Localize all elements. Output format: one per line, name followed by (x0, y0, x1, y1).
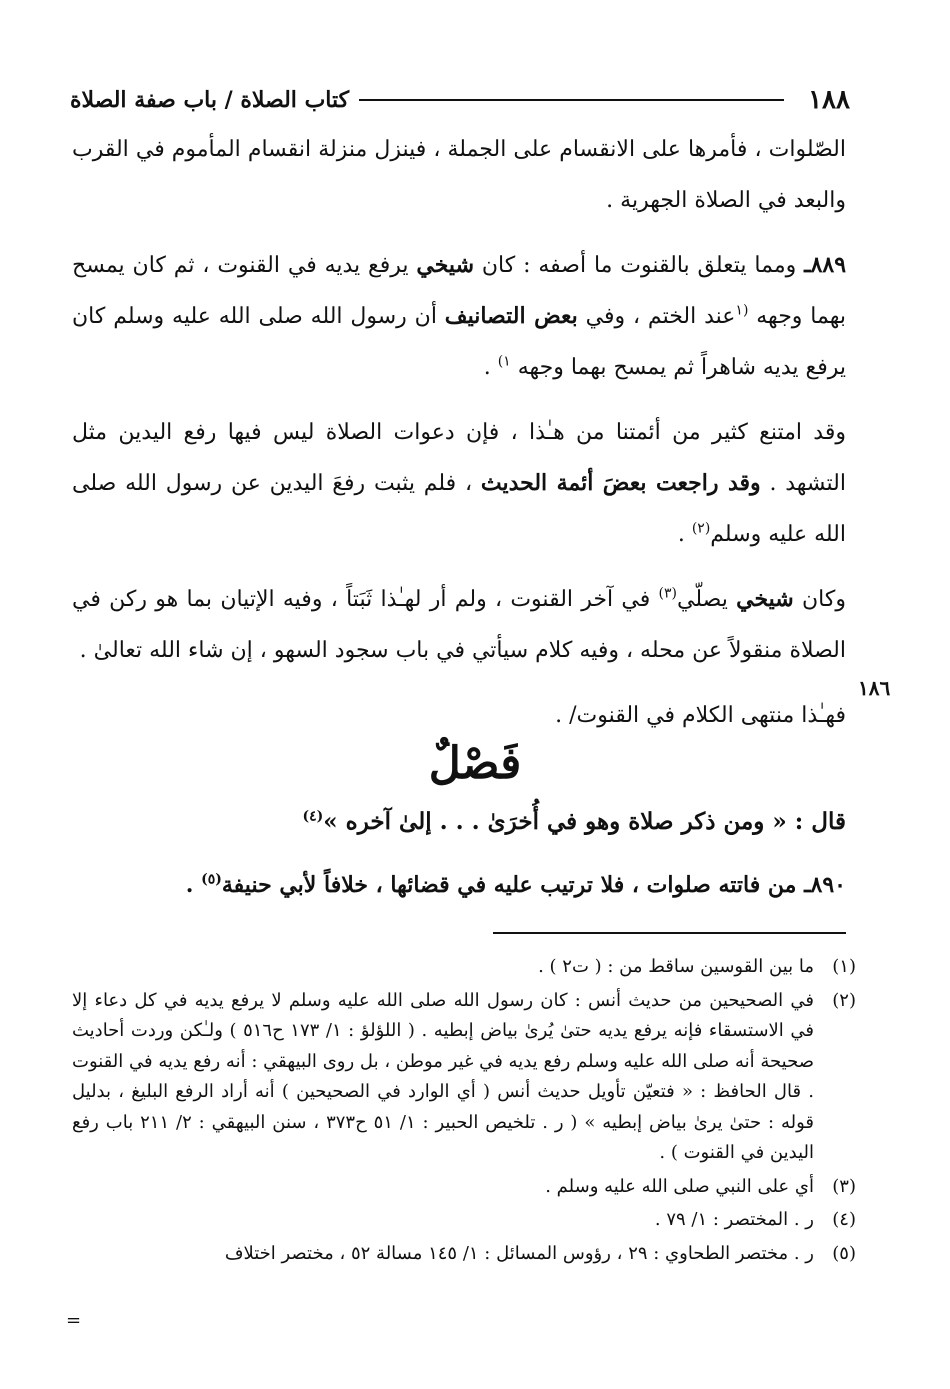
footnote-number: (٣) (832, 1175, 856, 1197)
footnotes (72, 952, 856, 1272)
paragraph-salat (72, 574, 846, 676)
paragraph-890 (72, 872, 846, 898)
footnote-ref: (٥) (201, 871, 222, 888)
quote-text: قال : « ومن ذكر صلاة وهو في أُخرَىٰ . . . إلىٰ آخره » (323, 808, 846, 835)
header-rule (359, 99, 784, 101)
footnote-ref: (٢) (691, 520, 711, 537)
text-run: وكان (793, 587, 846, 612)
text-run: ومما يتعلق بالقنوت ما أصفه : كان (474, 253, 805, 278)
footnote-number: (٥) (832, 1242, 856, 1264)
margin-page-number: ١٨٦ (858, 676, 891, 700)
paragraph-continuation: الصّلوات ، فأمرها على الانقسام على الجملة ، فينزل منزلة انقسام المأموم في القرب والبعد في الصلاة الجهرية . (72, 137, 846, 213)
footnote-text: أي على النبي صلى الله عليه وسلم . (545, 1175, 814, 1197)
running-title: كتاب الصلاة / باب صفة الصلاة (70, 87, 350, 113)
paragraph-889 (72, 240, 846, 393)
text-run: في آخر القنوت ، ولم أر لهـٰذا ثَبَتاً ، وفيه الإتيان بما هو ركن في الصلاة منقولاً عن محله ، وفيه كلام سيأتي في باب سجود السهو ، إن شاء الله تعالىٰ . (72, 587, 846, 663)
footnote-ref: ١) (497, 353, 511, 370)
footnote-text: ما بين القوسين ساقط من : ( ت٢ ) . (538, 956, 814, 977)
footnote (72, 1239, 856, 1270)
text-run: ، فلم يثبت رفعَ اليدين عن رسول الله صلى الله عليه وسلم (72, 471, 846, 547)
paragraph-number: ٨٨٩ـ (804, 252, 847, 278)
footnote-text: في الصحيحين من حديث أنس : كان رسول الله صلى الله عليه وسلم لا يرفع يديه في كل دعاء إلا في الاستسقاء فإنه يرفع يديه حتىٰ يُرىٰ بياض إبطيه . ( اللؤلؤ : ١/ ١٧٣ ح٥١٦ ) ولـٰكن وردت أحاديث صحيحة أنه صلى الله عليه وسلم رفع يديه في غير موطن ، بل روى البيهقي : أنه رفع يديه في القنوت . قال الحافظ : « فتعيّن تأويل حديث أنس ( أي الوارد في الصحيحين ) أنه أراد الرفع البليغ ، بدليل قوله : حتىٰ يرىٰ بياض إبطيه » ( ر . تلخيص الحبير : ١/ ٥١ ح٣٧٣ ، سنن البيهقي : ٢/ ٢١١ باب رفع اليدين في القنوت ) . (72, 989, 814, 1163)
text-run: وقد امتنع كثير من أئمتنا من هـٰذا ، فإن دعوات الصلاة ليس فيها رفع اليدين مثل التشهد . (72, 420, 846, 496)
page-header (70, 80, 850, 120)
footnote (72, 952, 856, 983)
footnote-ref: (٣) (658, 585, 678, 602)
bold-term: شيخي (736, 586, 794, 612)
footnote-text: ر . المختصر : ١/ ٧٩ . (654, 1209, 814, 1230)
section-heading: فَصْلٌ (428, 738, 522, 789)
footnote (72, 986, 856, 1169)
quoted-statement (72, 808, 846, 835)
bold-term: وقد راجعت بعضَ أئمة الحديث (480, 470, 761, 496)
paragraph-end-qunut: فهـٰذا منتهى الكلام في القنوت/ . (555, 703, 846, 728)
text-run: عند الختم ، وفي (577, 304, 736, 329)
text-run: . (677, 522, 692, 547)
page-number: ١٨٨ (808, 85, 850, 115)
footnote (72, 1172, 856, 1203)
continuation-mark: = (66, 1310, 82, 1331)
footnote-separator (493, 932, 846, 934)
text-run: . (483, 355, 498, 380)
text-run: . (185, 872, 202, 898)
bold-term: بعض التصانيف (444, 303, 578, 329)
footnote-number: (١) (832, 956, 856, 977)
footnote-text: ر . مختصر الطحاوي : ٢٩ ، رؤوس المسائل : ١/ ١٤٥ مسالة ٥٢ ، مختصر اختلاف (224, 1242, 814, 1264)
text-run: يصلّي (677, 587, 737, 612)
text-run: أن رسول الله صلى الله عليه وسلم كان يرفع يديه شاهراً ثم يمسح بهما وجهه (72, 304, 846, 380)
text-run: يرفع يديه في القنوت ، ثم كان يمسح بهما وجهه (72, 253, 846, 329)
paragraph-imtana (72, 407, 846, 560)
footnote-number: (٤) (832, 1209, 856, 1230)
bold-term: شيخي (416, 252, 475, 278)
footnote (72, 1205, 856, 1236)
text-run: ٨٩٠ـ من فاتته صلوات ، فلا ترتيب عليه في قضائها ، خلافاً لأبي حنيفة (221, 872, 846, 898)
footnote-number: (٢) (832, 989, 856, 1011)
footnote-ref: (٤) (302, 808, 324, 825)
main-text (72, 124, 846, 755)
footnote-ref: (١ (735, 302, 749, 319)
